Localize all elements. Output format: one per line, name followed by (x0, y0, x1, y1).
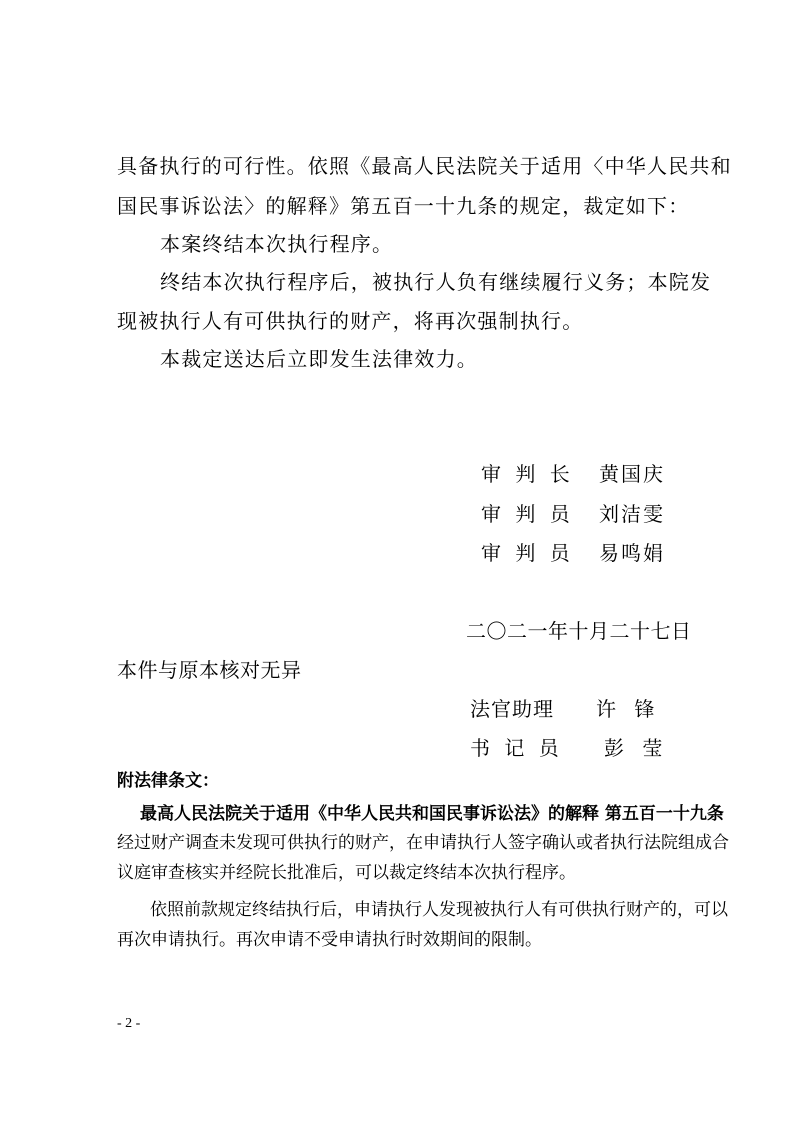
body-line-2: 国民事诉讼法〉的解释》第五百一十九条的规定，裁定如下： (117, 194, 690, 218)
ruling-item-2: 终结本次执行程序后，被执行人负有继续履行义务；本院发 (160, 270, 712, 294)
signature-role: 书 记 员 (470, 736, 563, 760)
signature-judge-assistant (470, 697, 660, 721)
signature-clerk (470, 736, 668, 760)
ruling-item-1: 本案终结本次执行程序。 (160, 232, 394, 256)
signature-name: 易鸣娟 (599, 541, 665, 565)
appendix-line-4: 再次申请执行。再次申请不受申请执行时效期间的限制。 (117, 930, 542, 950)
page-number: - 2 - (117, 1016, 141, 1031)
signature-name: 彭 莹 (604, 736, 669, 760)
appendix-line-1: 经过财产调查未发现可供执行的财产，在申请执行人签字确认或者执行法院组成合 (117, 833, 729, 853)
appendix-line-3: 依照前款规定终结执行后，申请执行人发现被执行人有可供执行财产的，可以 (150, 900, 728, 920)
signature-role: 审 判 员 (481, 541, 574, 565)
signature-chief-judge (481, 462, 665, 486)
ruling-date: 二〇二一年十月二十七日 (466, 619, 692, 643)
signature-name: 黄国庆 (599, 462, 665, 486)
ruling-item-3: 本裁定送达后立即发生法律效力。 (160, 347, 478, 371)
signature-judge-1 (481, 502, 665, 526)
signature-role: 审 判 长 (481, 462, 574, 486)
appendix-line-2: 议庭审查核实并经院长批准后，可以裁定终结本次执行程序。 (117, 863, 576, 883)
signature-role: 审 判 员 (481, 502, 574, 526)
signature-name: 刘洁雯 (599, 502, 665, 526)
appendix-heading: 附法律条文： (117, 771, 219, 791)
appendix-article-title: 最高人民法院关于适用《中华人民共和国民事诉讼法》的解释 第五百一十九条 (140, 804, 724, 824)
ruling-item-2-cont: 现被执行人有可供执行的财产，将再次强制执行。 (117, 309, 584, 333)
signature-role: 法官助理 (470, 697, 554, 721)
verification-note: 本件与原本核对无异 (117, 658, 302, 682)
body-line-1: 具备执行的可行性。依照《最高人民法院关于适用〈中华人民共和 (117, 154, 732, 178)
signature-name: 许 锋 (596, 697, 661, 721)
signature-judge-2 (481, 541, 665, 565)
